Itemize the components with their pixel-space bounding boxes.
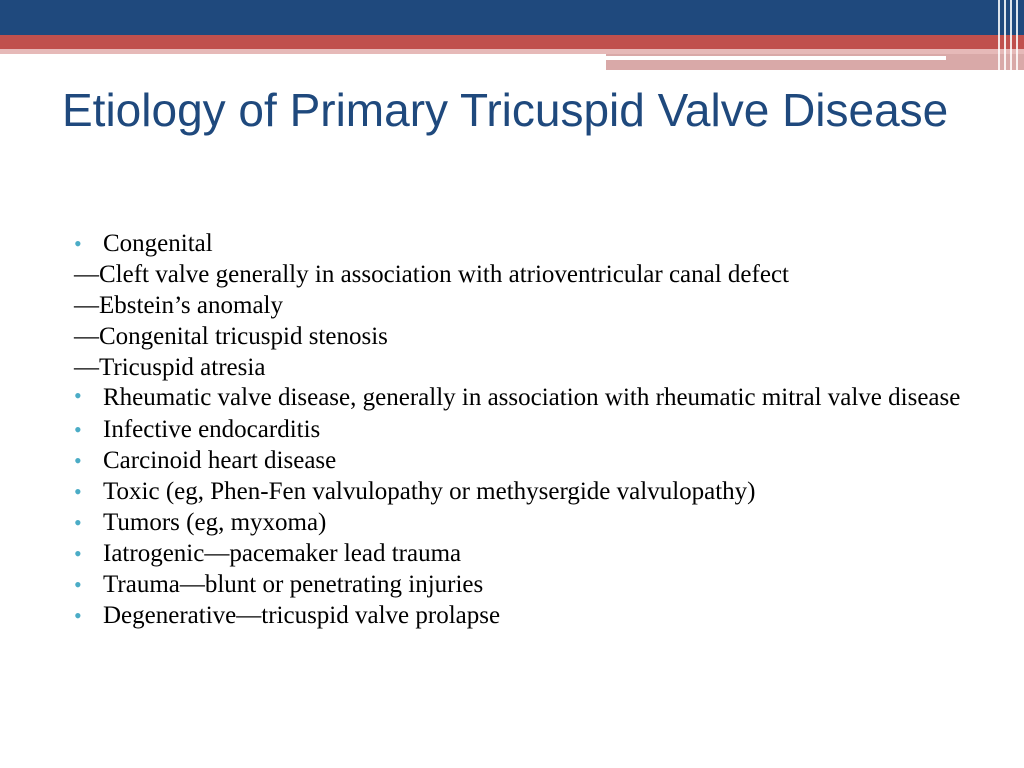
header-band-red — [0, 35, 1024, 49]
list-item: • Infective endocarditis — [74, 414, 974, 445]
list-item: • Iatrogenic—pacemaker lead trauma — [74, 538, 974, 569]
list-item: • Degenerative—tricuspid valve prolapse — [74, 600, 974, 631]
list-item: • Carcinoid heart disease — [74, 445, 974, 476]
list-item: • Trauma—blunt or penetrating injuries — [74, 569, 974, 600]
list-item: • Congenital — [74, 228, 974, 259]
header-band-blue — [0, 0, 1024, 35]
slide-title: Etiology of Primary Tricuspid Valve Disease — [62, 84, 949, 136]
list-subitem: —Ebstein’s anomaly — [74, 292, 283, 319]
list-subitem: —Cleft valve generally in association with atrioventricular canal defect — [74, 261, 789, 288]
list-subitem: —Congenital tricuspid stenosis — [74, 323, 388, 350]
list-item: • Rheumatic valve disease, generally in association with rheumatic mitral valve disease — [74, 383, 974, 414]
list-subitem: —Tricuspid atresia — [74, 354, 266, 381]
header-stripes — [994, 0, 1024, 70]
slide-content — [74, 228, 974, 631]
header-band-line — [606, 56, 946, 60]
list-item: • Toxic (eg, Phen-Fen valvulopathy or methysergide valvulopathy) — [74, 476, 974, 507]
list-item: • Tumors (eg, myxoma) — [74, 507, 974, 538]
